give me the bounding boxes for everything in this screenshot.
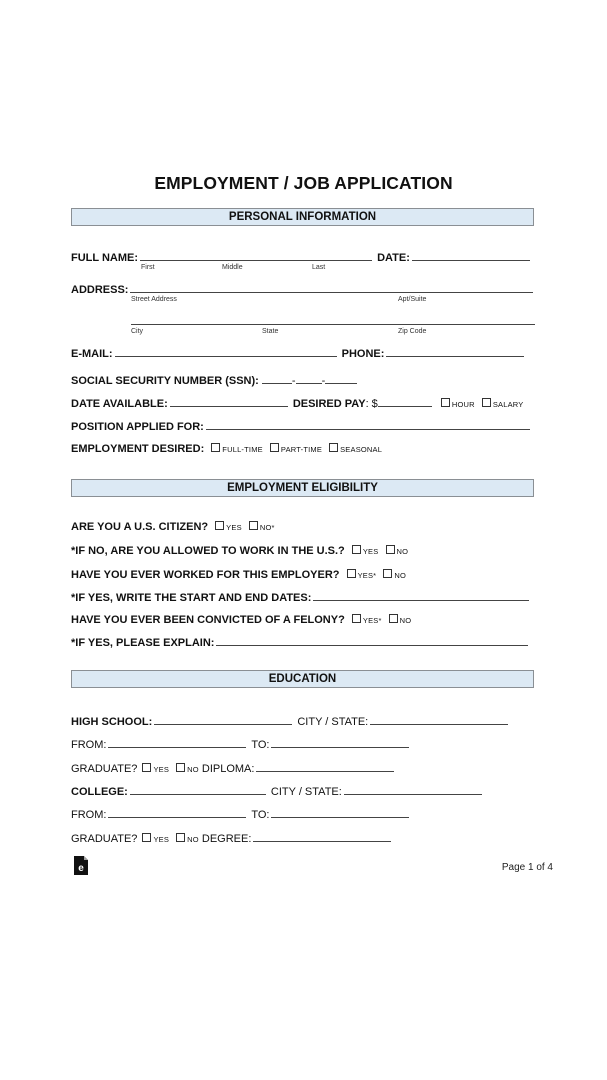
college-row	[71, 784, 484, 798]
part-time-checkbox[interactable]	[270, 443, 279, 452]
college-graduate-yes-checkbox[interactable]	[142, 833, 151, 842]
felony-yes-checkbox[interactable]	[352, 614, 361, 623]
svg-text:e: e	[78, 863, 84, 874]
citizen-no-label: NO*	[259, 523, 275, 532]
street-address-hint: Street Address	[131, 296, 177, 303]
college-city-state-label: CITY / STATE:	[270, 786, 342, 798]
hs-graduate-no-checkbox[interactable]	[176, 763, 185, 772]
section-header-education: EDUCATION	[71, 670, 534, 688]
felony-yes-label: YES*	[362, 616, 382, 625]
name-last-hint: Last	[312, 264, 326, 271]
hs-from-label: FROM:	[71, 739, 107, 751]
desired-pay-currency: : $	[365, 398, 378, 410]
start-end-dates-row	[71, 590, 531, 604]
college-to-field[interactable]	[271, 807, 409, 818]
high-school-label: HIGH SCHOOL:	[71, 716, 153, 728]
college-graduate-no-checkbox[interactable]	[176, 833, 185, 842]
college-city-state-field[interactable]	[344, 784, 482, 795]
full-time-checkbox[interactable]	[211, 443, 220, 452]
date-available-field[interactable]	[170, 396, 288, 407]
hs-graduate-yes-label: YES	[153, 765, 170, 774]
position-row	[71, 419, 532, 433]
name-first-hint: First	[141, 264, 155, 271]
full-name-label: FULL NAME:	[71, 252, 139, 264]
ssn-field-3[interactable]	[325, 373, 357, 384]
felony-row	[71, 613, 411, 627]
name-middle-hint: Middle	[222, 264, 243, 271]
full-name-row	[71, 250, 532, 264]
email-phone-row	[71, 346, 526, 360]
address-label: ADDRESS:	[71, 284, 129, 296]
email-label: E-MAIL:	[71, 348, 113, 360]
phone-field[interactable]	[386, 346, 524, 357]
explain-row	[71, 635, 530, 649]
hs-graduate-label: GRADUATE?	[71, 763, 138, 775]
ssn-row	[71, 373, 357, 387]
college-label: COLLEGE:	[71, 786, 128, 798]
city-hint: City	[131, 328, 144, 335]
date-label: DATE:	[377, 252, 410, 264]
felony-no-checkbox[interactable]	[389, 614, 398, 623]
document-title: EMPLOYMENT / JOB APPLICATION	[154, 173, 453, 193]
address-row	[71, 282, 535, 296]
hs-city-state-field[interactable]	[370, 714, 508, 725]
hs-to-label: TO:	[251, 739, 270, 751]
availability-pay-row	[71, 396, 523, 410]
hs-to-field[interactable]	[271, 737, 409, 748]
diploma-field[interactable]	[256, 761, 394, 772]
degree-field[interactable]	[253, 831, 391, 842]
allowed-yes-checkbox[interactable]	[352, 545, 361, 554]
worked-no-label: NO	[394, 571, 407, 580]
worked-yes-label: YES*	[357, 571, 377, 580]
diploma-label: DIPLOMA:	[201, 763, 255, 775]
state-hint: State	[262, 328, 279, 335]
college-graduate-label: GRADUATE?	[71, 833, 138, 845]
degree-label: DEGREE:	[201, 833, 252, 845]
position-label: POSITION APPLIED FOR:	[71, 421, 204, 433]
citizen-yes-checkbox[interactable]	[215, 521, 224, 530]
date-field[interactable]	[412, 250, 530, 261]
phone-label: PHONE:	[341, 348, 385, 360]
hs-graduate-yes-checkbox[interactable]	[142, 763, 151, 772]
allowed-to-work-question: *IF NO, ARE YOU ALLOWED TO WORK IN THE U.S.?	[71, 545, 345, 557]
position-field[interactable]	[206, 419, 530, 430]
allowed-no-checkbox[interactable]	[386, 545, 395, 554]
street-address-field[interactable]	[130, 282, 533, 293]
explain-field[interactable]	[216, 635, 528, 646]
hs-graduate-no-label: NO	[187, 765, 199, 774]
ssn-separator: -	[321, 375, 326, 387]
city-state-zip-field[interactable]	[131, 324, 535, 325]
seasonal-label: SEASONAL	[340, 445, 383, 454]
desired-pay-label: DESIRED PAY	[292, 398, 366, 410]
ssn-label: SOCIAL SECURITY NUMBER (SSN):	[71, 375, 259, 387]
section-header-eligibility: EMPLOYMENT ELIGIBILITY	[71, 479, 534, 497]
college-dates-row	[71, 807, 411, 821]
college-to-label: TO:	[251, 809, 270, 821]
email-field[interactable]	[115, 346, 337, 357]
worked-no-checkbox[interactable]	[383, 569, 392, 578]
worked-yes-checkbox[interactable]	[347, 569, 356, 578]
seasonal-checkbox[interactable]	[329, 443, 338, 452]
college-graduate-yes-label: YES	[153, 835, 170, 844]
employment-desired-row	[71, 442, 382, 456]
employment-desired-label: EMPLOYMENT DESIRED:	[71, 443, 205, 455]
felony-no-label: NO	[399, 616, 412, 625]
college-from-label: FROM:	[71, 809, 107, 821]
zip-code-hint: Zip Code	[398, 328, 427, 335]
start-end-dates-label: *IF YES, WRITE THE START AND END DATES:	[71, 592, 312, 604]
salary-checkbox[interactable]	[482, 398, 491, 407]
date-available-label: DATE AVAILABLE:	[71, 398, 168, 410]
ssn-separator: -	[291, 375, 296, 387]
citizen-question: ARE YOU A U.S. CITIZEN?	[71, 521, 209, 533]
explain-label: *IF YES, PLEASE EXPLAIN:	[71, 637, 215, 649]
hs-graduate-row	[71, 761, 396, 775]
allowed-to-work-row	[71, 544, 408, 558]
worked-before-row	[71, 568, 406, 582]
allowed-no-label: NO	[396, 547, 409, 556]
high-school-field[interactable]	[154, 714, 292, 725]
document-e-icon	[74, 856, 88, 875]
section-header-personal: PERSONAL INFORMATION	[71, 208, 534, 226]
hour-checkbox[interactable]	[441, 398, 450, 407]
ssn-field-2[interactable]	[296, 373, 322, 384]
hs-city-state-label: CITY / STATE:	[297, 716, 369, 728]
worked-before-question: HAVE YOU EVER WORKED FOR THIS EMPLOYER?	[71, 569, 340, 581]
citizen-no-checkbox[interactable]	[249, 521, 258, 530]
salary-option-label: SALARY	[492, 400, 524, 409]
citizen-row	[71, 520, 275, 534]
hs-dates-row	[71, 737, 411, 751]
college-graduate-no-label: NO	[187, 835, 199, 844]
college-from-field[interactable]	[108, 807, 246, 818]
start-end-dates-field[interactable]	[313, 590, 529, 601]
allowed-yes-label: YES	[362, 547, 379, 556]
desired-pay-field[interactable]	[378, 396, 432, 407]
hs-from-field[interactable]	[108, 737, 246, 748]
hour-option-label: HOUR	[451, 400, 475, 409]
full-name-field[interactable]	[140, 250, 372, 261]
apt-suite-hint: Apt/Suite	[398, 296, 427, 303]
ssn-field-1[interactable]	[262, 373, 292, 384]
college-field[interactable]	[130, 784, 266, 795]
full-time-label: FULL-TIME	[222, 445, 263, 454]
page-number: Page 1 of 4	[501, 862, 553, 873]
part-time-label: PART-TIME	[280, 445, 323, 454]
college-graduate-row	[71, 831, 393, 845]
felony-question: HAVE YOU EVER BEEN CONVICTED OF A FELONY?	[71, 614, 345, 626]
high-school-row	[71, 714, 510, 728]
citizen-yes-label: YES	[226, 523, 242, 532]
